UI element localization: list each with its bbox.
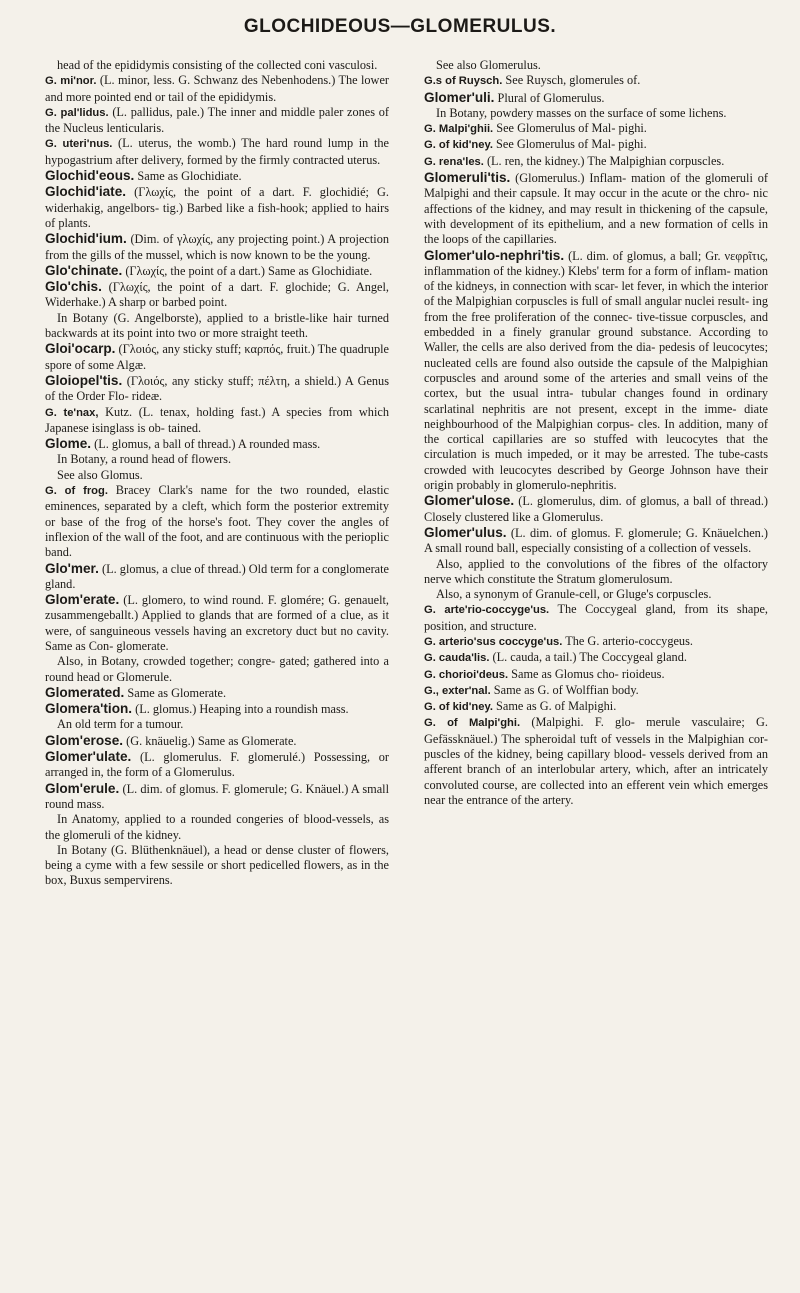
entry-headword: Glomer'uli. — [424, 89, 495, 105]
entry-text: The G. arterio-coccygeus. — [562, 633, 693, 648]
entry-headword: Gloiopel'tis. — [45, 372, 123, 388]
dictionary-entry — [45, 717, 389, 732]
dictionary-entry — [45, 452, 389, 467]
entry-headword: Glom'erate. — [45, 592, 120, 608]
right-column — [424, 58, 768, 808]
dictionary-entry — [424, 557, 768, 588]
entry-text: (L. uterus, the womb.) The hard round lump in the hypogastrium after delivery, formed by the firmly contracted uterus. — [45, 136, 389, 167]
dictionary-entry — [45, 468, 389, 483]
entry-text: See Glomerulus of Mal- pighi. — [492, 137, 647, 152]
dictionary-entry — [45, 136, 389, 168]
entry-headword: Glomera'tion. — [45, 701, 133, 717]
entry-text: See also Glomus. — [57, 467, 143, 482]
dictionary-entry — [45, 592, 389, 654]
entry-headword: Glo'mer. — [45, 560, 99, 576]
dictionary-entry — [424, 525, 768, 557]
entry-text: (Γλωχίς, the point of a dart.) Same as Glochidiate. — [122, 263, 373, 278]
dictionary-entry — [424, 58, 768, 73]
entry-text: See also Glomerulus. — [436, 58, 541, 72]
dictionary-entry — [424, 667, 768, 683]
dictionary-entry — [45, 341, 389, 373]
entry-headword: Glo'chis. — [45, 279, 102, 295]
entry-text: Also, a synonym of Granule-cell, or Gluge's corpuscles. — [436, 587, 712, 602]
entry-headword: G. of kid'ney. — [424, 701, 493, 714]
entry-headword: Glom'erose. — [45, 732, 124, 748]
dictionary-entry — [45, 279, 389, 311]
entry-text: Same as G. of Wolffian body. — [490, 682, 639, 697]
running-head: GLOCHIDEOUS—GLOMERULUS. — [243, 16, 557, 37]
entry-headword: Glomer'ulose. — [424, 493, 515, 509]
entry-text: (Malpighi. F. glo- merule vasculaire; G. Gefässknäuel.) The spheroidal tuft of vessels in the Malpighian cor- puscles of the kidney, being capillary blood- vessels derived from an afferent branch of an interlobular artery, which, after an intricately convoluted course, are collected into an efferent vein which emerges near the entrance of the artery. — [424, 715, 768, 807]
entry-headword: G. cauda'lis. — [424, 652, 490, 665]
dictionary-entry — [45, 561, 389, 593]
entry-text: Same as Glochidiate. — [134, 169, 242, 184]
entry-text: An old term for a tumour. — [57, 717, 184, 732]
entry-text: (L. cauda, a tail.) The Coccygeal gland. — [489, 650, 687, 665]
entry-headword: Glo'chinate. — [45, 262, 123, 278]
left-column — [45, 58, 389, 889]
dictionary-entry — [424, 248, 768, 494]
entry-headword: Glomeruli'tis. — [424, 170, 511, 186]
dictionary-entry — [424, 650, 768, 666]
entry-text: (L. glomerulus. F. glomerulé.) Possessing, or arranged in, the form of a Glomerulus. — [45, 750, 389, 780]
dictionary-entry — [45, 168, 389, 184]
entry-headword: Glochid'eous. — [45, 168, 135, 184]
entry-text: (Γλοιός, any sticky stuff; πέλτη, a shield.) A Genus of the Order Flo- rideæ. — [45, 373, 389, 404]
dictionary-entry — [45, 749, 389, 781]
entry-text: (L. dim. of glomus, a ball; Gr. νεφρῖτις, inflammation of the kidney.) Klebs' term for a form of inflam- mation of the kidneys, in connection with scar- let fever, in which the interior of the Malpighian corpuscles is full of small angular nuclei result- ing from the free proliferation of the connec- tive-tissue corpuscles, and embedded in a finely granular ground substance. According to Waller, the cells are also derived from the dia- pedesis of leucocytes; nucleated cells are found also outside the capsule of the Malpighian corpuscles and around some of the arteries and small veins of the cortex, but the usual intra- tubular changes found in ordinary scarlatinal nephritis are not present, except in the imme- diate neighbourhood of the Malpighian corpus- cles. In addition, many of the cortical capillaries are so stuffed with leucocytes that the circulation is much impeded, or it may be arrested. The tube-casts crowded with leucocytes described by George Johnson have their origin probably in glomerulo-nephritis. — [424, 248, 768, 493]
entry-text: In Botany, a round head of flowers. — [57, 452, 232, 467]
dictionary-entry — [45, 105, 389, 137]
dictionary-entry — [45, 843, 389, 889]
dictionary-entry — [45, 373, 389, 405]
entry-text: (L. glomero, to wind round. F. glomére; G. genauelt, zusammengeballt.) Applied to glands that are formed of a clue, as it were, of sanguineous vessels having an excretory duct but no cavity. Same as Con- glomerate. — [45, 593, 389, 653]
entry-text: (L. glomerulus, dim. of glomus, a ball of thread.) Closely clustered like a Glomerulus. — [424, 494, 768, 524]
entry-headword: G. of kid'ney. — [424, 139, 493, 152]
entry-text: Also, applied to the convolutions of the fibres of the olfactory nerve which constitute the Stratum glomerulosum. — [424, 556, 768, 586]
dictionary-entry — [45, 654, 389, 685]
entry-headword: G. mi'nor. — [45, 75, 97, 88]
dictionary-entry — [424, 493, 768, 525]
entry-text: (L. glomus.) Heaping into a roundish mass. — [132, 702, 349, 717]
entry-text: In Botany (G. Blüthenknäuel), a head or dense cluster of flowers, being a cyme with a few sessile or short pedicelled flowers, as in the box, Buxus sempervirens. — [45, 842, 389, 888]
dictionary-entry — [424, 683, 768, 699]
entry-text: (L. ren, the kidney.) The Malpighian corpuscles. — [483, 153, 725, 168]
entry-headword: Glom'erule. — [45, 780, 120, 796]
entry-text: (G. knäuelig.) Same as Glomerate. — [123, 733, 297, 748]
entry-text: Also, in Botany, crowded together; congre- gated; gathered into a round head or Glomerule. — [45, 654, 389, 684]
entry-headword: Glomerated. — [45, 684, 125, 700]
entry-text: (L. glomus, a ball of thread.) A rounded mass. — [91, 437, 321, 452]
entry-headword: G. Malpi'ghii. — [424, 123, 494, 136]
entry-headword: Glome. — [45, 436, 92, 452]
entry-headword: G. arterio'sus coccyge'us. — [424, 635, 563, 648]
entry-text: (L. minor, less. G. Schwanz des Nebenhodens.) The lower and more pointed end or tail of the epididymis. — [45, 73, 389, 104]
entry-text: The Coccygeal gland, from its shape, position, and structure. — [424, 602, 768, 633]
entry-headword: G. chorioi'deus. — [424, 668, 509, 681]
entry-text: head of the epididymis consisting of the collected coni vasculosi. — [57, 58, 378, 72]
entry-headword: G. arte'rio-coccyge'us. — [424, 604, 550, 617]
entry-headword: G. rena'les. — [424, 155, 484, 168]
dictionary-entry — [424, 699, 768, 715]
entry-text: Plural of Glomerulus. — [494, 90, 605, 105]
dictionary-entry — [424, 602, 768, 634]
dictionary-entry — [45, 483, 389, 560]
dictionary-entry — [45, 311, 389, 342]
dictionary-entry — [424, 154, 768, 170]
dictionary-entry — [424, 73, 768, 89]
entry-headword: G. of frog. — [45, 485, 108, 498]
dictionary-entry — [424, 121, 768, 137]
entry-text: (L. pallidus, pale.) The inner and middle paler zones of the Nucleus lenticularis. — [45, 104, 389, 136]
entry-text: (L. dim. of glomus. F. glomerule; G. Knäuel.) A small round mass. — [45, 781, 389, 811]
dictionary-entry — [45, 231, 389, 263]
entry-headword: G. uteri'nus. — [45, 138, 113, 151]
entry-text: See Ruysch, glomerules of. — [502, 73, 641, 88]
entry-text: (Glomerulus.) Inflam- mation of the glomeruli of Malpighi and their capsule. It may occur in the acute or the chro- nic affections of the kidney, and may result in thickening of the capsule, with development of its epithelium, and a new formation of cells in the loops of the capillaries. — [424, 171, 768, 247]
entry-headword: G. of Malpi'ghi. — [424, 717, 521, 730]
entry-text: Kutz. (L. tenax, holding fast.) A species from which Japanese isinglass is ob- tained. — [45, 404, 389, 435]
dictionary-entry — [45, 812, 389, 843]
dictionary-entry — [45, 184, 389, 231]
entry-headword: Glochid'iate. — [45, 184, 127, 200]
entry-text: (L. dim. of glomus. F. glomerule; G. Knäuelchen.) A small round ball, especially consisting of a collection of vessels. — [424, 525, 768, 556]
entry-headword: G., exter'nal. — [424, 684, 491, 697]
entry-headword: Glomer'ulo-nephri'tis. — [424, 247, 565, 263]
dictionary-entry — [45, 685, 389, 701]
entry-text: In Anatomy, applied to a rounded congeries of blood-vessels, as the glomeruli of the kidney. — [45, 812, 389, 842]
entry-text: (Γλωχίς, the point of a dart. F. glochidié; G. widerhakig, angelbors- tig.) Barbed like a fish-hook; applied to hairs of plants. — [45, 185, 389, 230]
entry-text: (Dim. of γλωχίς, any projecting point.) A projection from the gills of the mussel, which is now known to be the young. — [45, 232, 389, 262]
dictionary-entry — [424, 715, 768, 808]
entry-text: Same as Glomerate. — [124, 685, 227, 700]
entry-headword: G.s of Ruysch. — [424, 75, 503, 88]
entry-text: In Botany (G. Angelborste), applied to a bristle-like hair turned backwards at its point into two or more straight teeth. — [45, 310, 389, 341]
dictionary-entry — [45, 733, 389, 749]
entry-text: (Γλωχίς, the point of a dart. F. glochide; G. Angel, Widerhake.) A sharp or barbed point. — [45, 280, 389, 310]
entry-headword: Glomer'ulate. — [45, 749, 132, 765]
dictionary-entry — [45, 781, 389, 813]
entry-text: (L. glomus, a clue of thread.) Old term for a conglomerate gland. — [45, 561, 389, 591]
dictionary-entry — [45, 263, 389, 279]
dictionary-entry — [45, 436, 389, 452]
dictionary-entry — [424, 634, 768, 650]
entry-headword: Gloi'ocarp. — [45, 341, 116, 357]
dictionary-entry — [424, 170, 768, 247]
entry-headword: G. te'nax, — [45, 406, 99, 419]
dictionary-entry — [424, 106, 768, 121]
entry-text: Same as Glomus cho- rioideus. — [508, 666, 665, 681]
dictionary-entry — [424, 137, 768, 153]
entry-text: Same as G. of Malpighi. — [492, 699, 617, 714]
dictionary-entry — [45, 73, 389, 105]
dictionary-entry — [45, 405, 389, 437]
entry-text: In Botany, powdery masses on the surface of some lichens. — [436, 105, 727, 120]
dictionary-entry — [424, 587, 768, 602]
entry-text: (Γλοιός, any sticky stuff; καρπός, fruit.) The quadruple spore of some Algæ. — [45, 342, 390, 372]
entry-headword: G. pal'lidus. — [45, 106, 109, 119]
entry-headword: Glomer'ulus. — [424, 524, 507, 540]
dictionary-entry — [424, 90, 768, 106]
dictionary-entry — [45, 58, 389, 73]
entry-text: Bracey Clark's name for the two rounded, elastic eminences, separated by a cleft, which form the posterior extremity or base of the frog of the horse's foot. They cover the angles of inflexion of the wall of the foot, and are continuous with the perioplic band. — [45, 483, 389, 560]
entry-headword: Glochid'ium. — [45, 231, 127, 247]
dictionary-entry — [45, 701, 389, 717]
entry-text: See Glomerulus of Mal- pighi. — [493, 121, 647, 136]
